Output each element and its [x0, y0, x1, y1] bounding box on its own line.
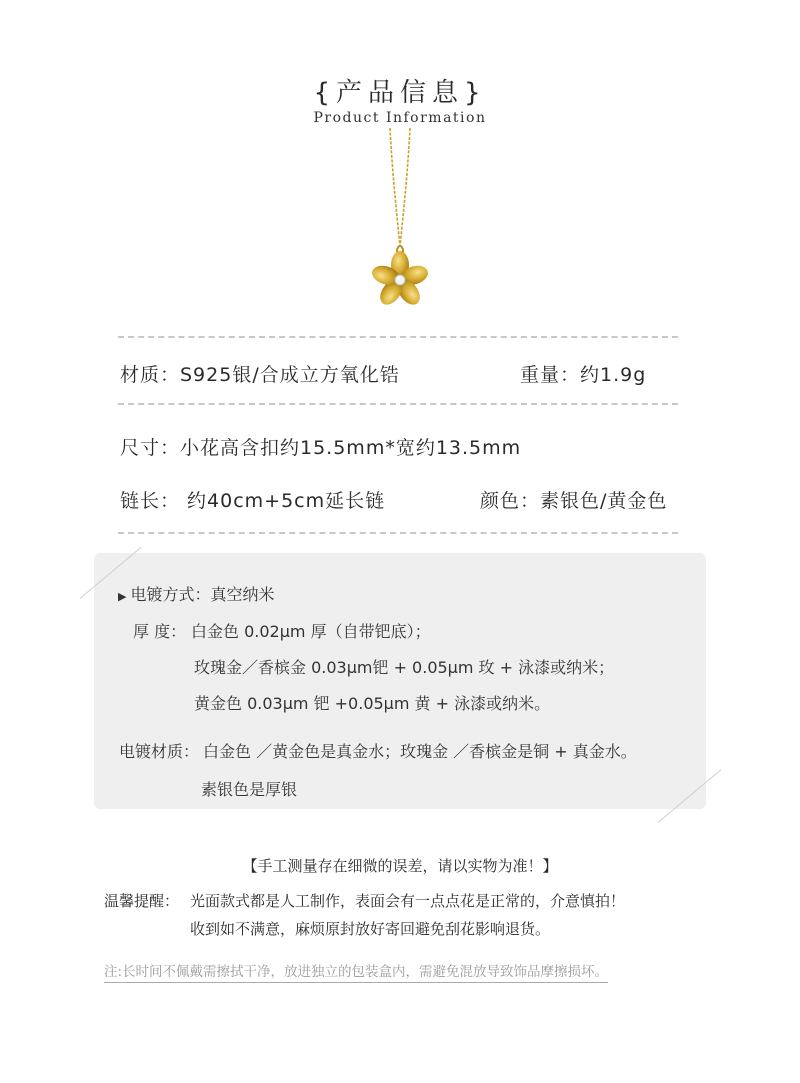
- spec-material: 材质：S925银/合成立方氧化锆: [120, 364, 400, 386]
- divider: [118, 336, 678, 338]
- tip-label: 温馨提醒：: [104, 892, 180, 910]
- tip-line-1: 光面款式都是人工制作，表面会有一点点花是正常的，介意慎拍！: [190, 892, 626, 910]
- plating-method: ▶ 电镀方式：真空纳米: [118, 585, 275, 604]
- flower-pendant-image: [340, 128, 460, 318]
- plating-material-label: 电镀材质：: [119, 742, 200, 761]
- spec-size: 尺寸：小花高含扣约15.5mm*宽约13.5mm: [120, 437, 522, 459]
- thickness-line-3: 黄金色 0.03μm 钯 +0.05μm 黄 + 泳漆或纳米。: [194, 694, 551, 713]
- triangle-right-icon: ▶: [118, 590, 127, 603]
- plating-material-line-1: 白金色 ／黄金色是真金水；玫瑰金 ／香槟金是铜 + 真金水。: [203, 742, 637, 761]
- spec-weight: 重量：约1.9g: [520, 364, 647, 386]
- divider: [118, 403, 678, 405]
- care-footer-note: 注:长时间不佩戴需擦拭干净，放进独立的包装盒内，需避免混放导致饰品摩擦损坏。: [104, 960, 608, 983]
- thickness-line-1: 白金色 0.02μm 厚（自带钯底）；: [191, 622, 431, 641]
- thickness-line-2: 玫瑰金／香槟金 0.03μm钯 + 0.05μm 玫 + 泳漆或纳米；: [194, 658, 615, 677]
- spec-chain-length: 链长： 约40cm+5cm延长链: [120, 490, 386, 512]
- measure-notice: 【手工测量存在细微的误差，请以实物为准！】: [242, 857, 558, 875]
- page-subtitle: Product Information: [313, 110, 487, 126]
- spec-color: 颜色：素银色/黄金色: [480, 490, 668, 512]
- page-title: {产品信息}: [313, 78, 487, 108]
- tip-line-2: 收到如不满意，麻烦原封放好寄回避免刮花影响退货。: [190, 920, 551, 938]
- plating-material-line-2: 素银色是厚银: [201, 780, 298, 799]
- divider: [118, 532, 678, 534]
- thickness-label: 厚 度：: [133, 622, 187, 641]
